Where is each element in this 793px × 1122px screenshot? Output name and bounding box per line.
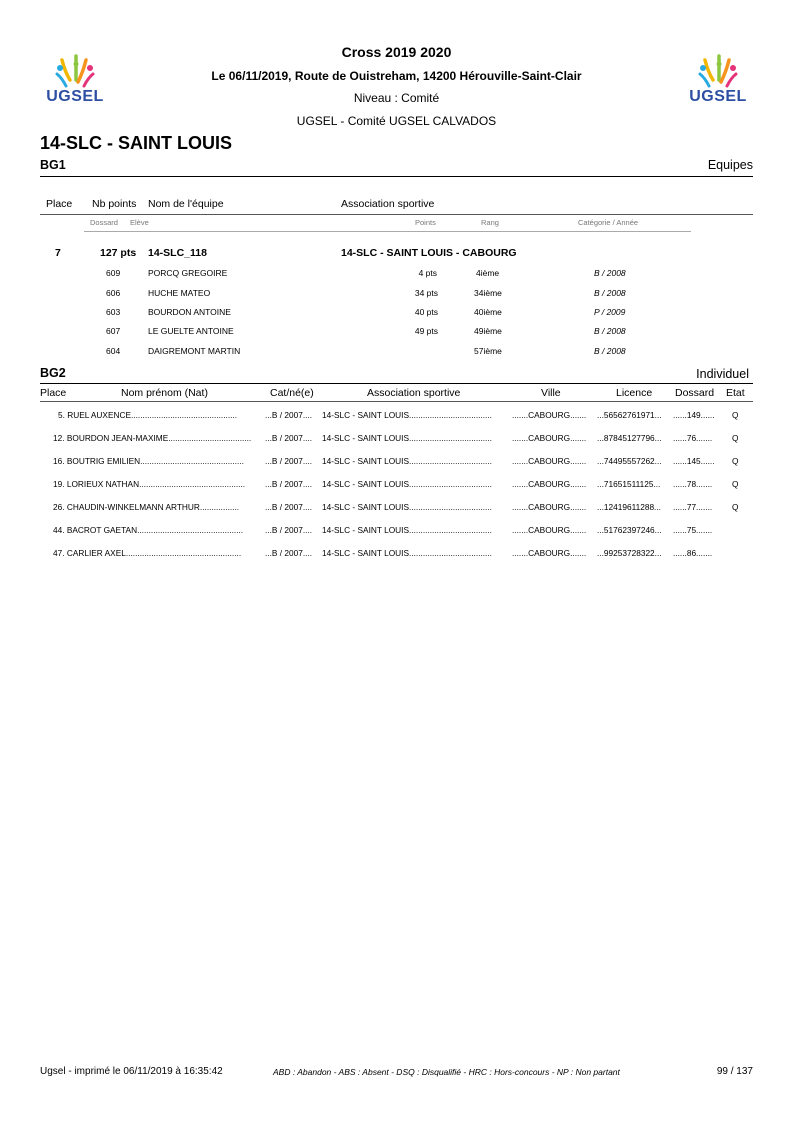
ind-asso: 14-SLC - SAINT LOUIS.................................... <box>322 548 492 558</box>
member-name: DAIGREMONT MARTIN <box>148 346 241 356</box>
ind-name: 19. LORIEUX NATHAN.............................................. <box>53 479 246 489</box>
ind-licence: ...56562761971... <box>597 410 662 420</box>
header-rule <box>40 214 753 215</box>
team-association: 14-SLC - SAINT LOUIS - CABOURG <box>341 247 517 259</box>
ind-licence: ...74495557262... <box>597 456 662 466</box>
member-rank: 49ième <box>474 326 502 336</box>
ind-dossard: ......149...... <box>673 410 715 420</box>
ind-ville: .......CABOURG....... <box>512 456 587 466</box>
ind-licence: ...71651511125... <box>597 479 661 489</box>
ind-col-cat: Cat/né(e) <box>270 387 314 399</box>
ugsel-logo-right <box>683 54 753 114</box>
ind-asso: 14-SLC - SAINT LOUIS.................................... <box>322 410 492 420</box>
ind-col-name: Nom prénom (Nat) <box>121 387 208 399</box>
footer-legend: ABD : Abandon - ABS : Absent - DSQ : Disqualifié - HRC : Hors-concours - NP : Non partant <box>273 1067 620 1077</box>
logo-text: UGSEL <box>689 88 747 105</box>
ind-asso: 14-SLC - SAINT LOUIS.................................... <box>322 456 492 466</box>
member-name: LE GUELTE ANTOINE <box>148 326 234 336</box>
club-title: 14-SLC - SAINT LOUIS <box>40 133 233 153</box>
member-category: B / 2008 <box>594 346 626 356</box>
ind-col-licence: Licence <box>616 387 653 399</box>
member-category: B / 2008 <box>594 288 626 298</box>
col-place: Place <box>46 198 73 210</box>
subcol-points: Points <box>415 218 436 227</box>
ind-col-etat: Etat <box>726 387 745 399</box>
ind-licence: ...51762397246... <box>597 525 662 535</box>
ugsel-logo-left <box>40 54 110 114</box>
member-points: 49 pts <box>414 326 438 336</box>
member-dossard: 609 <box>106 268 121 278</box>
ind-cat: ...B / 2007.... <box>265 433 313 443</box>
ind-cat: ...B / 2007.... <box>265 479 313 489</box>
ind-ville: .......CABOURG....... <box>512 410 587 420</box>
ind-name: 16. BOUTRIG EMILIEN............................................. <box>53 456 244 466</box>
subcol-eleve: Elève <box>130 218 149 227</box>
ind-dossard: ......145...... <box>673 456 715 466</box>
ind-asso: 14-SLC - SAINT LOUIS.................................... <box>322 525 492 535</box>
col-association: Association sportive <box>341 198 435 210</box>
member-dossard: 604 <box>106 346 121 356</box>
ind-col-place: Place <box>40 387 67 399</box>
ind-ville: .......CABOURG....... <box>512 525 587 535</box>
ind-col-association: Association sportive <box>367 387 461 399</box>
ind-name: 47. CARLIER AXEL.................................................. <box>53 548 242 558</box>
ind-cat: ...B / 2007.... <box>265 456 313 466</box>
ind-ville: .......CABOURG....... <box>512 502 587 512</box>
event-organisation: UGSEL - Comité UGSEL CALVADOS <box>296 114 497 128</box>
section-rule <box>40 176 753 177</box>
section-rule <box>40 383 753 384</box>
member-name: HUCHE MATEO <box>148 288 211 298</box>
ind-asso: 14-SLC - SAINT LOUIS.................................... <box>322 479 492 489</box>
col-nb-points: Nb points <box>92 198 137 210</box>
member-name: PORCQ GREGOIRE <box>148 268 228 278</box>
ind-ville: .......CABOURG....... <box>512 479 587 489</box>
member-rank: 57ième <box>474 346 502 356</box>
ind-col-ville: Ville <box>541 387 561 399</box>
team-name: 14-SLC_118 <box>148 247 207 259</box>
member-points: 40 pts <box>414 307 438 317</box>
ind-asso: 14-SLC - SAINT LOUIS.................................... <box>322 502 492 512</box>
subheader-rule <box>84 231 691 232</box>
ind-name: 44. BACROT GAETAN.............................................. <box>53 525 244 535</box>
ind-etat: Q <box>732 456 739 466</box>
individual-section-label: BG2 <box>40 366 66 380</box>
member-points: 34 pts <box>414 288 438 298</box>
ind-dossard: ......76....... <box>673 433 713 443</box>
ind-asso: 14-SLC - SAINT LOUIS.................................... <box>322 433 492 443</box>
member-dossard: 603 <box>106 307 121 317</box>
subcol-rang: Rang <box>481 218 499 227</box>
ind-dossard: ......75....... <box>673 525 713 535</box>
team-section-label: BG1 <box>40 158 66 172</box>
ind-licence: ...87845127796... <box>597 433 662 443</box>
member-category: P / 2009 <box>594 307 626 317</box>
ind-dossard: ......86....... <box>673 548 713 558</box>
member-rank: 34ième <box>474 288 502 298</box>
ind-col-dossard: Dossard <box>675 387 715 399</box>
ind-name: 12. BOURDON JEAN-MAXIME.................................... <box>53 433 252 443</box>
event-subtitle: Le 06/11/2019, Route de Ouistreham, 14200 Hérouville-Saint-Clair <box>211 69 582 83</box>
member-category: B / 2008 <box>594 268 626 278</box>
footer-printed: Ugsel - imprimé le 06/11/2019 à 16:35:42 <box>40 1066 223 1077</box>
ind-name: 5. RUEL AUXENCE.............................................. <box>58 410 238 420</box>
ind-etat: Q <box>732 479 739 489</box>
logo-text: UGSEL <box>46 88 104 105</box>
team-section-kind: Equipes <box>707 158 753 172</box>
header-rule <box>40 401 753 402</box>
ind-cat: ...B / 2007.... <box>265 548 313 558</box>
ind-cat: ...B / 2007.... <box>265 525 313 535</box>
member-name: BOURDON ANTOINE <box>148 307 231 317</box>
ind-ville: .......CABOURG....... <box>512 548 587 558</box>
member-dossard: 607 <box>106 326 121 336</box>
member-rank: 4ième <box>476 268 500 278</box>
ind-dossard: ......78....... <box>673 479 713 489</box>
ind-licence: ...12419611288... <box>597 502 661 512</box>
team-place: 7 <box>55 247 61 259</box>
individual-section-kind: Individuel <box>696 367 749 381</box>
ind-cat: ...B / 2007.... <box>265 502 313 512</box>
event-title: Cross 2019 2020 <box>341 44 452 60</box>
member-points: 4 pts <box>418 268 437 278</box>
event-level: Niveau : Comité <box>353 91 440 105</box>
ind-cat: ...B / 2007.... <box>265 410 313 420</box>
member-dossard: 606 <box>106 288 121 298</box>
subcol-categorie: Catégorie / Année <box>578 218 639 227</box>
team-points: 127 pts <box>100 247 137 259</box>
member-rank: 40ième <box>474 307 502 317</box>
ind-licence: ...99253728322... <box>597 548 662 558</box>
ind-ville: .......CABOURG....... <box>512 433 587 443</box>
ind-name: 26. CHAUDIN-WINKELMANN ARTHUR................. <box>53 502 240 512</box>
subcol-dossard: Dossard <box>90 218 118 227</box>
member-category: B / 2008 <box>594 326 626 336</box>
ind-etat: Q <box>732 433 739 443</box>
col-team-name: Nom de l'équipe <box>148 198 224 210</box>
ind-etat: Q <box>732 410 739 420</box>
page-number: 99 / 137 <box>716 1066 753 1077</box>
ind-etat: Q <box>732 502 739 512</box>
ind-dossard: ......77....... <box>673 502 713 512</box>
